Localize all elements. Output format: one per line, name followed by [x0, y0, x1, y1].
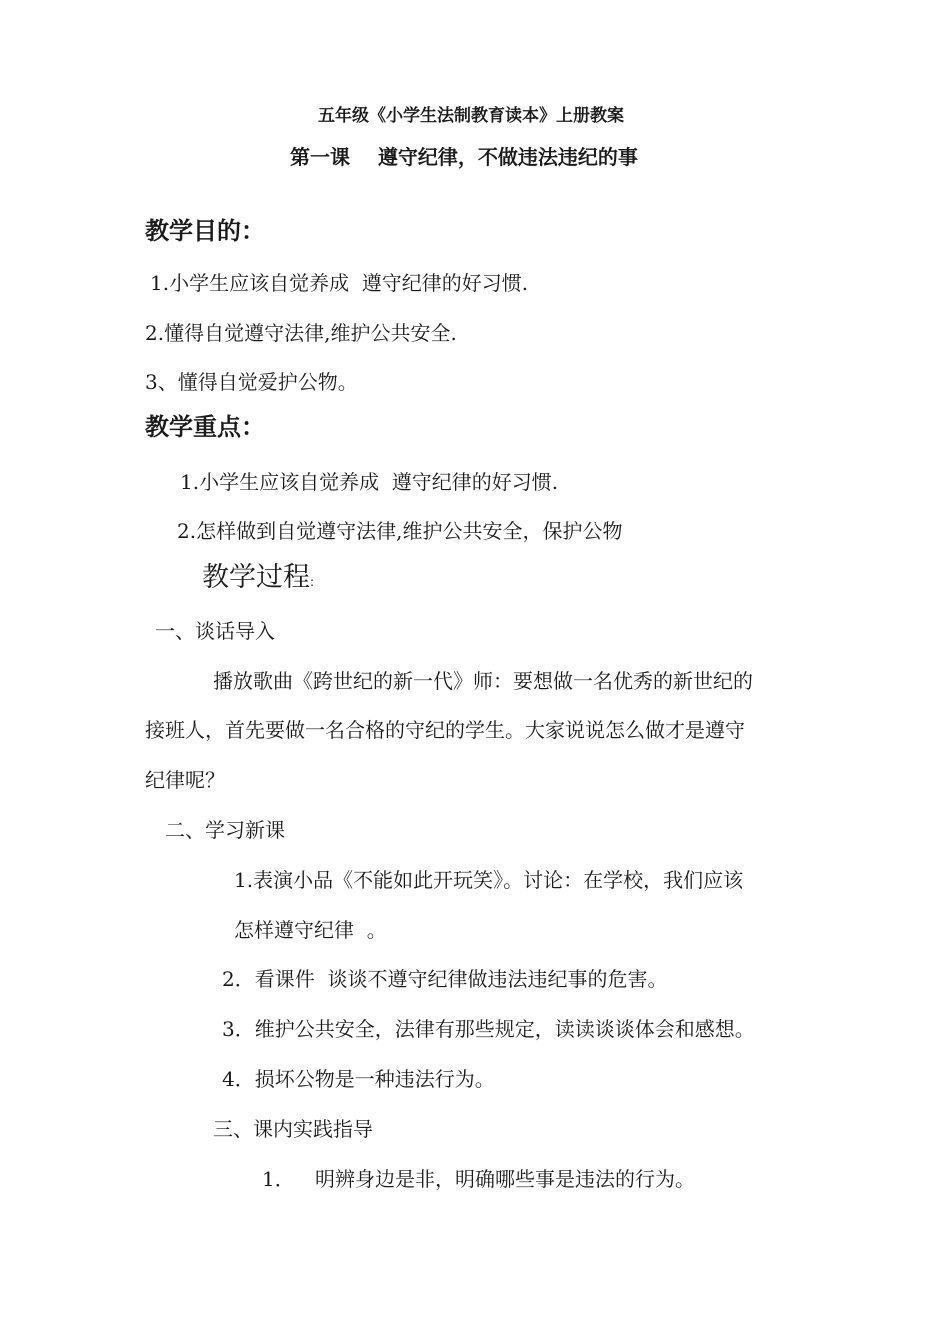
section-1-line-2: 接班人，首先要做一名合格的守纪的学生。大家说说怎么做才是遵守	[145, 718, 745, 742]
section-3-title: 三、课内实践指导	[213, 1117, 373, 1141]
section-2-item-1-line-1: 1.表演小品《不能如此开玩笑》。讨论：在学校，我们应该	[234, 868, 744, 892]
section-3-item-1-number: 1．	[262, 1167, 295, 1191]
objective-item-3: 3、懂得自觉爱护公物。	[145, 370, 358, 394]
process-heading-colon: :	[310, 575, 315, 589]
process-heading	[202, 564, 314, 591]
key-points-heading: 教学重点：	[145, 413, 265, 441]
section-1-line-1: 播放歌曲《跨世纪的新一代》师：要想做一名优秀的新世纪的	[213, 669, 753, 693]
section-1-line-3: 纪律呢？	[145, 768, 225, 792]
objective-item-1: 1.小学生应该自觉养成 遵守纪律的好习惯.	[150, 271, 529, 295]
section-2-item-3: 3．维护公共安全，法律有那些规定，读读谈谈体会和感想。	[222, 1017, 755, 1041]
section-2-item-4: 4．损坏公物是一种违法行为。	[222, 1067, 495, 1091]
objectives-heading: 教学目的：	[145, 217, 265, 245]
section-2-item-1-line-2: 怎样遵守纪律 。	[234, 918, 387, 942]
lesson-title: 第一课 遵守纪律，不做违法违纪的事	[290, 145, 638, 169]
key-point-item-2: 2.怎样做到自觉遵守法律,维护公共安全，保护公物	[177, 519, 623, 543]
section-3-item-1-text: 明辨身边是非，明确哪些事是违法的行为。	[315, 1167, 695, 1191]
section-2-title: 二、学习新课	[165, 818, 285, 842]
section-2-item-2: 2．看课件 谈谈不遵守纪律做违法违纪事的危害。	[222, 967, 668, 991]
objective-item-2: 2.懂得自觉遵守法律,维护公共安全.	[145, 321, 457, 345]
key-point-item-1: 1.小学生应该自觉养成 遵守纪律的好习惯.	[180, 470, 559, 494]
document-title: 五年级《小学生法制教育读本》上册教案	[318, 106, 624, 126]
section-1-title: 一、谈话导入	[155, 619, 275, 643]
process-heading-text: 教学过程	[202, 562, 310, 593]
